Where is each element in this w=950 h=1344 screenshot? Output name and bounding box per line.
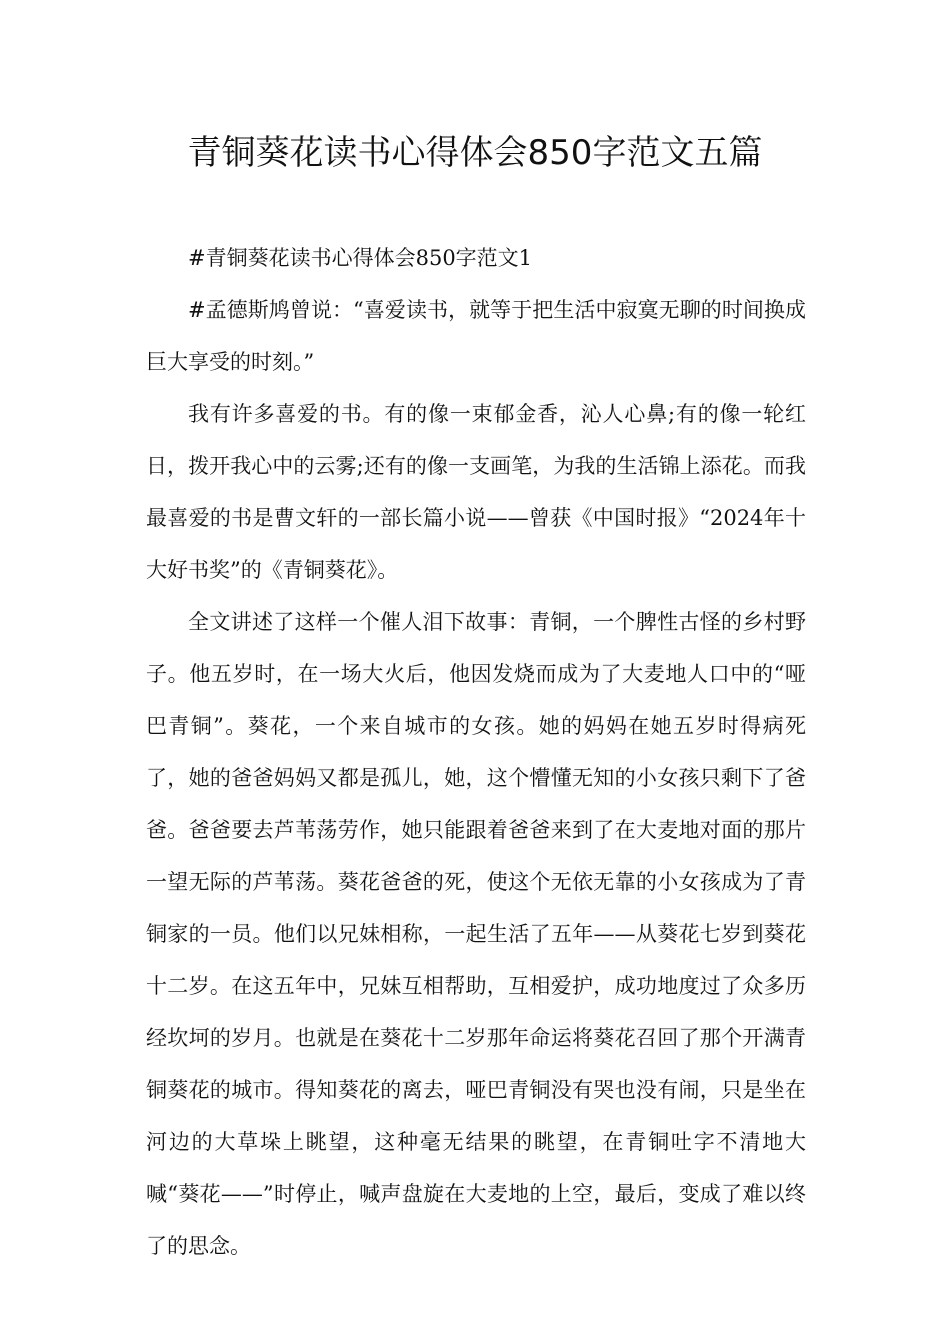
paragraph-story: 全文讲述了这样一个催人泪下故事：青铜，一个脾性古怪的乡村野子。他五岁时，在一场大火后，他因发烧而成为了大麦地人口中的“哑巴青铜”。葵花，一个来自城市的女孩。她的妈妈在她五岁时得病死了，她的爸爸妈妈又都是孤儿，她，这个懵懂无知的小女孩只剩下了爸爸。爸爸要去芦苇荡劳作，她只能跟着爸爸来到了在大麦地对面的那片一望无际的芦苇荡。葵花爸爸的死，使这个无依无靠的小女孩成为了青铜家的一员。他们以兄妹相称，一起生活了五年——从葵花七岁到葵花十二岁。在这五年中，兄妹互相帮助，互相爱护，成功地度过了众多历经坎坷的岁月。也就是在葵花十二岁那年命运将葵花召回了那个开满青铜葵花的城市。得知葵花的离去，哑巴青铜没有哭也没有闹，只是坐在河边的大草垛上眺望，这种毫无结果的眺望，在青铜吐字不清地大喊“葵花——”时停止，喊声盘旋在大麦地的上空，最后，变成了难以终了的思念。 xyxy=(146,610,806,1258)
page-title: 青铜葵花读书心得体会850字范文五篇 xyxy=(187,133,763,173)
paragraph-intro: 我有许多喜爱的书。有的像一束郁金香，沁人心鼻;有的像一轮红日，拨开我心中的云雾;还有的像一支画笔，为我的生活锦上添花。而我最喜爱的书是曹文轩的一部长篇小说——曾获《中国时报》“2024年十大好书奖”的《青铜葵花》。 xyxy=(146,402,806,582)
section-heading: #青铜葵花读书心得体会850字范文1 xyxy=(188,246,533,270)
document-body xyxy=(146,232,806,1272)
paragraph-quote: #孟德斯鸠曾说：“喜爱读书，就等于把生活中寂寞无聊的时间换成巨大享受的时刻。” xyxy=(146,298,806,374)
